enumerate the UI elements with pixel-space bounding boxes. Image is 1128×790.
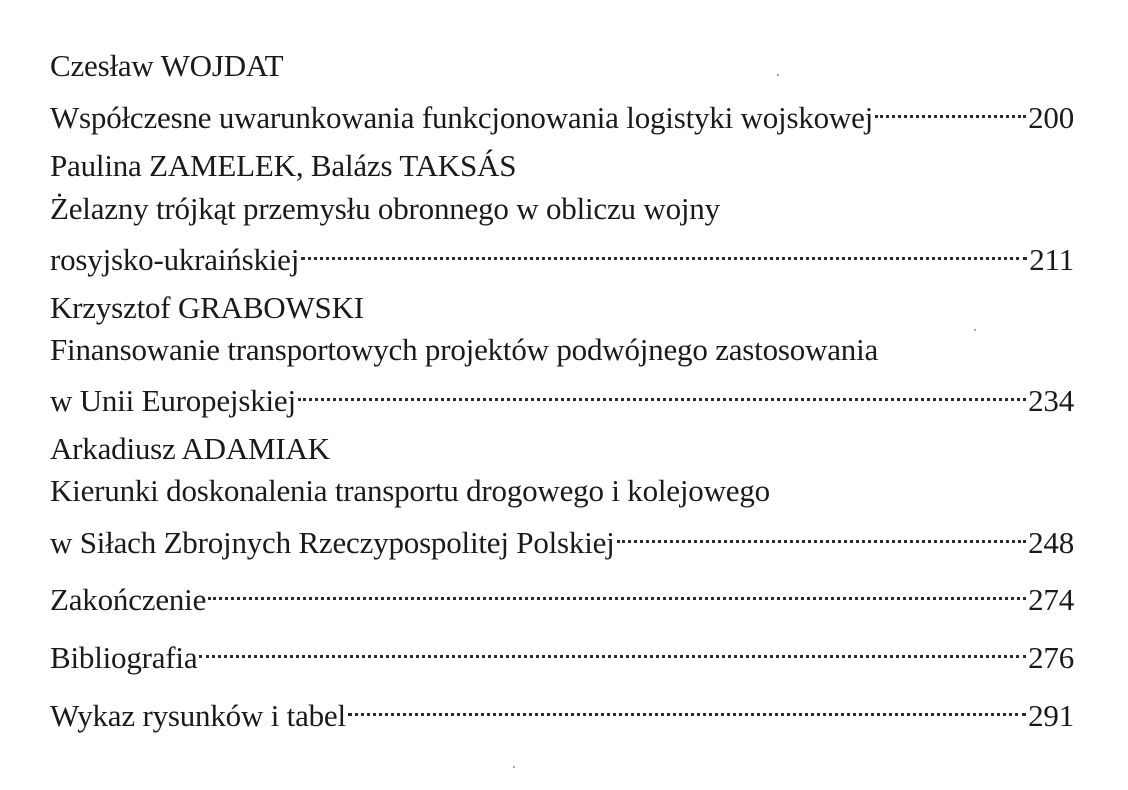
toc-title: Żelazny trójkąt przemysłu obronnego w obliczu wojny [50, 191, 720, 226]
toc-entry[interactable] [50, 513, 1074, 560]
toc-title: Kierunki doskonalenia transportu drogowego i kolejowego [50, 473, 770, 508]
scan-speck [777, 74, 779, 76]
toc-author: Arkadiusz ADAMIAK [50, 431, 330, 466]
toc-page-number: 200 [1028, 100, 1074, 135]
toc-page-number: 291 [1028, 698, 1074, 733]
toc-page-number: 211 [1029, 242, 1074, 277]
toc-title-continued: w Unii Europejskiej [50, 383, 296, 418]
toc-section-label: Zakończenie [50, 582, 207, 617]
dot-leader [298, 371, 1026, 411]
dot-leader [875, 88, 1026, 128]
toc-author: Paulina ZAMELEK, Balázs TAKSÁS [50, 148, 517, 183]
toc-author: Czesław WOJDAT [50, 48, 284, 83]
dot-leader [617, 513, 1026, 553]
scan-speck [513, 766, 515, 768]
toc-entry[interactable] [50, 371, 1074, 418]
scan-speck [974, 329, 976, 331]
toc-page-number: 248 [1028, 525, 1074, 560]
toc-section-label: Wykaz rysunków i tabel [50, 698, 346, 733]
dot-leader [301, 230, 1027, 270]
toc-title: Współczesne uwarunkowania funkcjonowania logistyki wojskowej [50, 100, 874, 135]
dot-leader [348, 686, 1026, 726]
toc-page-number: 276 [1028, 640, 1074, 675]
toc-entry[interactable] [50, 570, 1074, 617]
dot-leader [199, 628, 1026, 668]
toc-author: Krzysztof GRABOWSKI [50, 290, 364, 325]
toc-entry[interactable] [50, 686, 1074, 733]
toc-title: Finansowanie transportowych projektów podwójnego zastosowania [50, 332, 879, 367]
toc-page-number: 274 [1028, 582, 1074, 617]
toc-title-continued: rosyjsko-ukraińskiej [50, 242, 300, 277]
toc-title-continued: w Siłach Zbrojnych Rzeczypospolitej Polskiej [50, 525, 615, 560]
toc-entry[interactable] [50, 628, 1074, 675]
toc-entry[interactable] [50, 88, 1074, 135]
toc-section-label: Bibliografia [50, 640, 198, 675]
toc-page-number: 234 [1028, 383, 1074, 418]
dot-leader [208, 570, 1026, 610]
toc-entry[interactable] [50, 230, 1074, 277]
